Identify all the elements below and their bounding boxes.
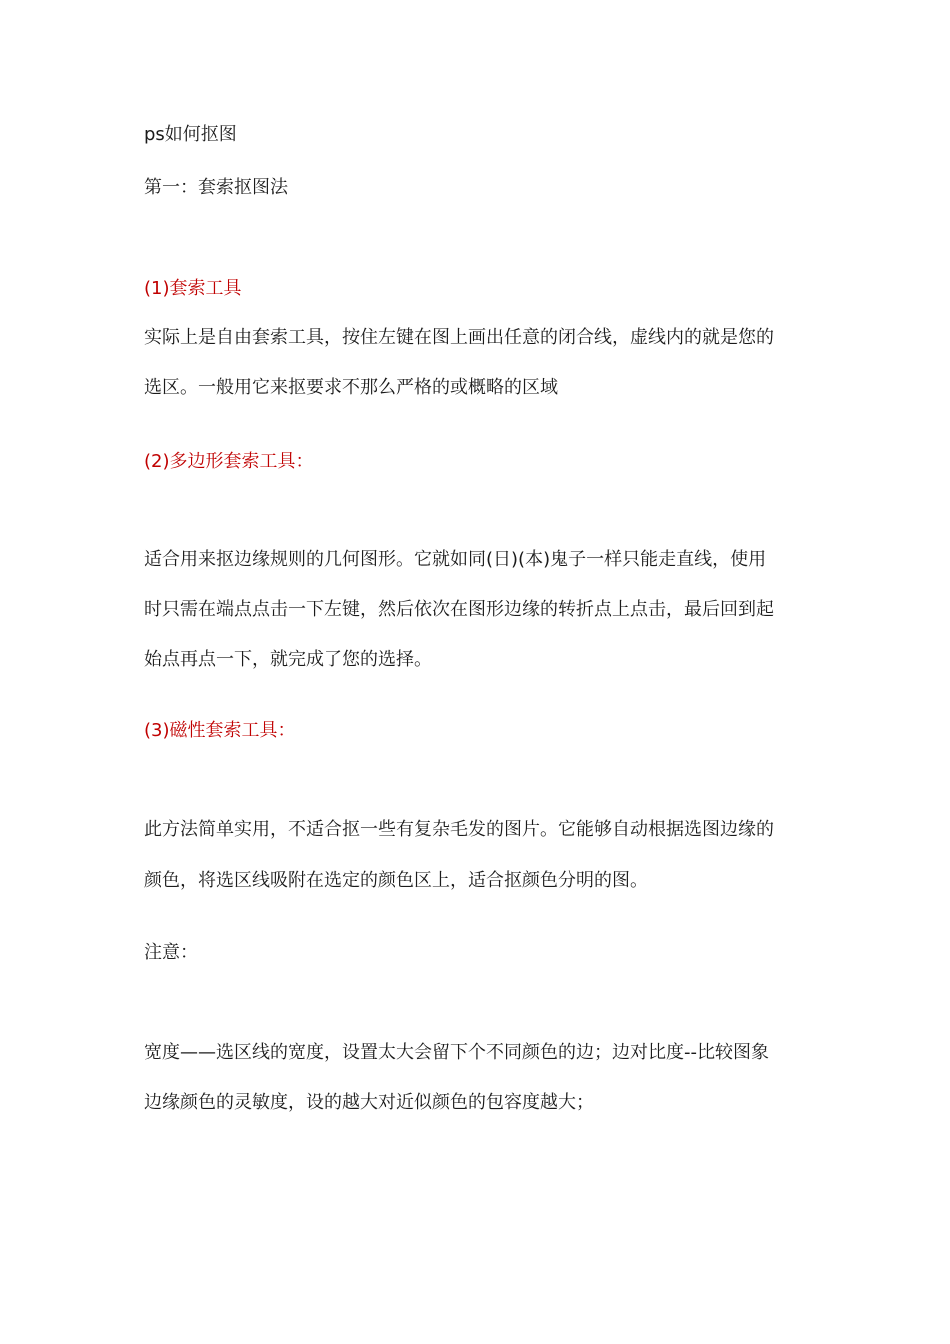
tool2-text-line: 始点再点一下，就完成了您的选择。	[144, 649, 432, 670]
tool1-text-line: 选区。一般用它来抠要求不那么严格的或概略的区域	[144, 377, 558, 398]
tool3-text-line: 此方法简单实用，不适合抠一些有复杂毛发的图片。它能够自动根据选图边缘的	[144, 819, 774, 840]
tool3-text-line: 颜色，将选区线吸附在选定的颜色区上，适合抠颜色分明的图。	[144, 870, 648, 891]
tool2-text-line: 适合用来抠边缘规则的几何图形。它就如同(日)(本)鬼子一样只能走直线，使用	[144, 549, 767, 570]
section-heading: 第一：套索抠图法	[144, 177, 288, 198]
note-text-line: 边缘颜色的灵敏度，设的越大对近似颜色的包容度越大；	[144, 1092, 594, 1113]
tool2-text-line: 时只需在端点点击一下左键，然后依次在图形边缘的转折点上点击，最后回到起	[144, 599, 774, 620]
document-title: ps如何抠图	[144, 124, 237, 145]
tool3-heading: (3)磁性套索工具：	[144, 720, 296, 741]
tool2-heading: (2)多边形套索工具：	[144, 451, 314, 472]
tool1-heading: (1)套索工具	[144, 278, 242, 299]
note-text-line: 宽度——选区线的宽度，设置太大会留下个不同颜色的边；边对比度--比较图象	[144, 1042, 769, 1063]
note-label: 注意：	[144, 942, 198, 963]
tool1-text-line: 实际上是自由套索工具，按住左键在图上画出任意的闭合线，虚线内的就是您的	[144, 327, 774, 348]
